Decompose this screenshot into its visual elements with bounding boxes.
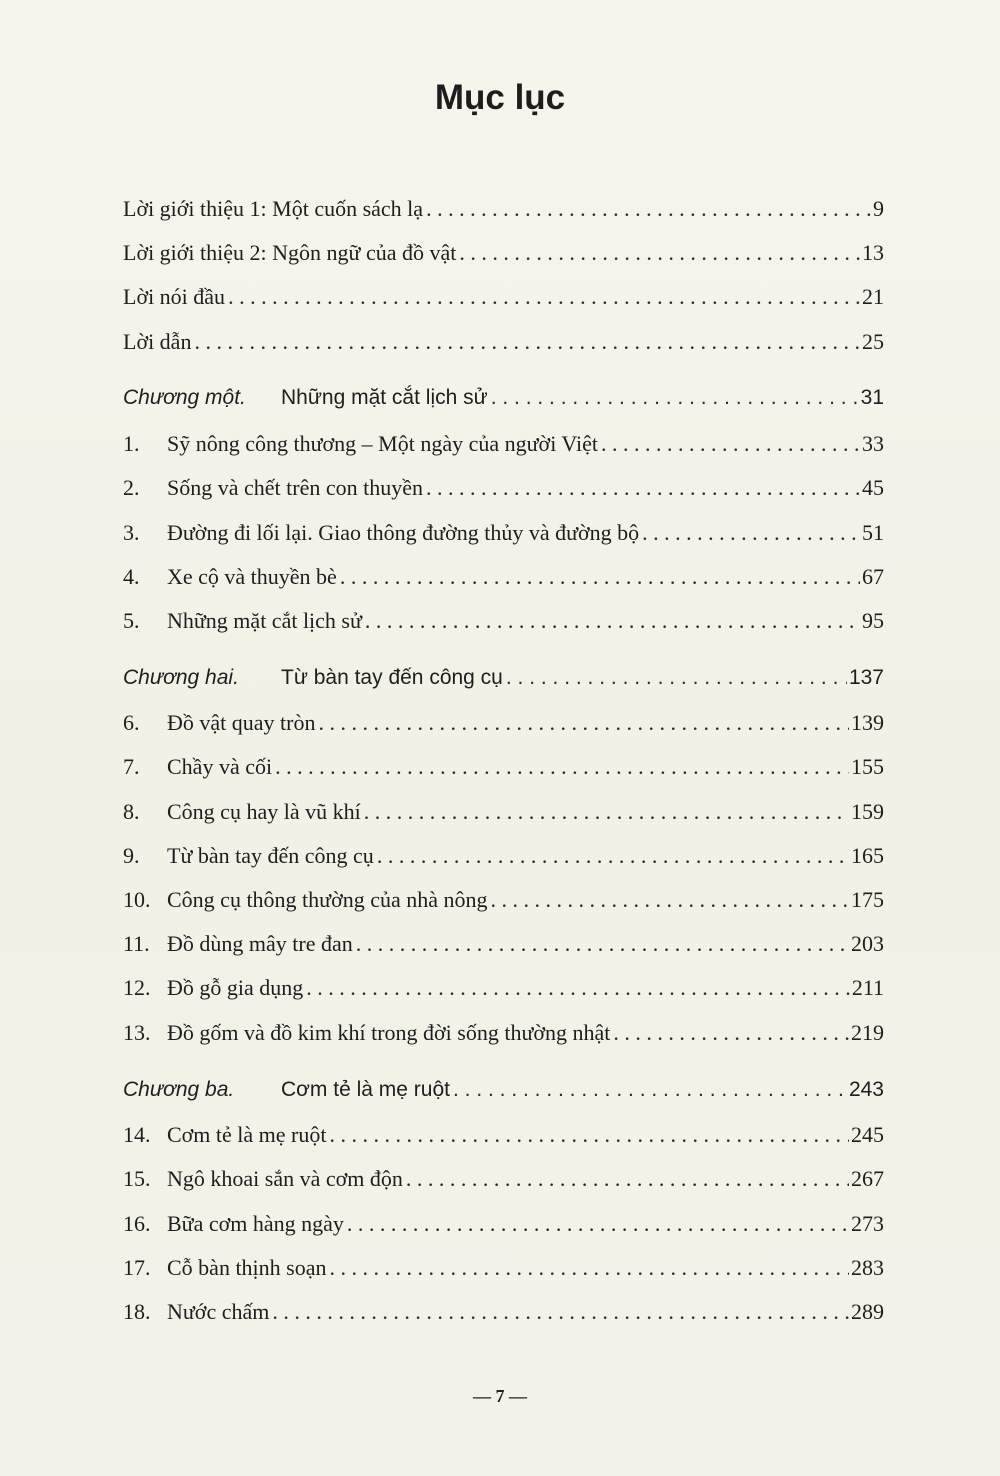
toc-entry-title: Cơm tẻ là mẹ ruột	[167, 1122, 327, 1147]
toc-chapter-heading	[123, 1078, 884, 1112]
toc-entry-title: Những mặt cắt lịch sử	[281, 386, 488, 409]
dot-leader	[426, 196, 871, 222]
toc-entry-title: Đồ vật quay tròn	[167, 710, 316, 735]
toc-entry-page: 175	[851, 887, 884, 912]
toc-entry-number: 17.	[123, 1255, 151, 1280]
dot-leader	[426, 475, 860, 501]
toc-entry-title: Lời dẫn	[123, 329, 192, 354]
toc-entry-number: 10.	[123, 887, 151, 912]
toc-entry-title: Bữa cơm hàng ngày	[167, 1211, 344, 1236]
toc-entry-number: 9.	[123, 843, 140, 868]
toc-entry	[123, 975, 884, 1009]
toc-entry	[123, 799, 884, 833]
dot-leader	[406, 1166, 849, 1192]
toc-entry-number: 14.	[123, 1122, 151, 1147]
toc-entry-title: Công cụ thông thường của nhà nông	[167, 887, 488, 912]
toc-entry-number: 2.	[123, 475, 140, 500]
toc-entry	[123, 284, 884, 318]
toc-entry-title: Từ bàn tay đến công cụ	[281, 666, 503, 689]
toc-entry-page: 67	[862, 564, 884, 589]
toc-entry	[123, 1122, 884, 1156]
toc-entry	[123, 475, 884, 509]
toc-entry-title: Ngô khoai sắn và cơm độn	[167, 1166, 403, 1191]
toc-entry-page: 155	[851, 754, 884, 779]
dot-leader	[330, 1122, 850, 1148]
dot-leader	[275, 754, 849, 780]
toc-entry-page: 21	[862, 284, 884, 309]
toc-entry-title: Những mặt cắt lịch sử	[167, 608, 362, 633]
toc-entry-page: 45	[862, 475, 884, 500]
toc-entry-title: Đồ dùng mây tre đan	[167, 931, 353, 956]
toc-entry	[123, 887, 884, 921]
toc-entry-title: Xe cộ và thuyền bè	[167, 564, 337, 589]
page-number: — 7 —	[473, 1386, 527, 1406]
dot-leader	[506, 666, 847, 690]
toc-entry	[123, 608, 884, 642]
dot-leader	[347, 1211, 849, 1237]
toc-entry-page: 25	[862, 329, 884, 354]
dot-leader	[364, 799, 849, 825]
toc-entry-number: 11.	[123, 931, 150, 956]
toc-entry-page: 203	[851, 931, 884, 956]
dot-leader	[365, 608, 860, 634]
toc-entry-page: 139	[851, 710, 884, 735]
dot-leader	[377, 843, 849, 869]
toc-entry-title: Chầy và cối	[167, 754, 273, 779]
toc-entry-number: 8.	[123, 799, 140, 824]
toc-entry-title: Lời nói đầu	[123, 284, 226, 309]
toc-entry-number: 5.	[123, 608, 140, 633]
toc-entry	[123, 754, 884, 788]
toc-entry-title: Đường đi lối lại. Giao thông đường thủy và đường bộ	[167, 520, 640, 545]
toc-entry-number: 4.	[123, 564, 140, 589]
toc-entry	[123, 431, 884, 465]
dot-leader	[491, 386, 859, 410]
toc-entry-page: 289	[851, 1299, 884, 1324]
toc-entry-page: 159	[851, 799, 884, 824]
toc-entry-page: 211	[851, 975, 884, 1000]
toc-entry	[123, 329, 884, 363]
toc-entry-number: 13.	[123, 1020, 151, 1045]
toc-entry-title: Từ bàn tay đến công cụ	[167, 843, 374, 868]
toc-entry-title: Lời giới thiệu 1: Một cuốn sách lạ	[123, 196, 424, 221]
dot-leader	[340, 564, 860, 590]
toc-entry-page: 243	[848, 1078, 884, 1101]
toc-entry-number: 1.	[123, 431, 140, 456]
dot-leader	[642, 520, 860, 546]
dot-leader	[228, 284, 860, 310]
dot-leader	[453, 1078, 847, 1102]
toc-entry-title: Cơm tẻ là mẹ ruột	[281, 1078, 450, 1101]
dot-leader	[491, 887, 849, 913]
toc-entry-number: 3.	[123, 520, 140, 545]
toc-entry	[123, 710, 884, 744]
dot-leader	[272, 1299, 849, 1325]
dot-leader	[318, 710, 849, 736]
toc-entry-page: 9	[873, 196, 884, 221]
toc-entry	[123, 1020, 884, 1054]
toc-entry-title: Cỗ bàn thịnh soạn	[167, 1255, 327, 1280]
toc-entry-title: Đồ gỗ gia dụng	[167, 975, 304, 1000]
toc-entry-page: 165	[851, 843, 884, 868]
toc-entry-title: Sỹ nông công thương – Một ngày của người Việt	[167, 431, 598, 456]
toc-chapter-label: Chương ba.	[123, 1078, 235, 1101]
toc-chapter-label: Chương hai.	[123, 666, 239, 689]
toc-chapter-heading	[123, 666, 884, 700]
toc-chapter-heading	[123, 386, 884, 420]
dot-leader	[306, 975, 850, 1001]
toc-entry-title: Đồ gốm và đồ kim khí trong đời sống thường nhật	[167, 1020, 611, 1045]
toc-entry-page: 95	[862, 608, 884, 633]
toc-entry-title: Lời giới thiệu 2: Ngôn ngữ của đồ vật	[123, 240, 457, 265]
toc-entry-page: 51	[862, 520, 884, 545]
toc-entry-number: 18.	[123, 1299, 151, 1324]
toc-entry-page: 31	[860, 386, 884, 409]
toc-entry-page: 219	[851, 1020, 884, 1045]
toc-entry	[123, 843, 884, 877]
toc-entry	[123, 520, 884, 554]
dot-leader	[356, 931, 849, 957]
toc-entry	[123, 931, 884, 965]
toc-entry-page: 137	[848, 666, 884, 689]
toc-entry-number: 7.	[123, 754, 140, 779]
toc-entry-number: 16.	[123, 1211, 151, 1236]
toc-entry	[123, 1166, 884, 1200]
toc-entry-number: 15.	[123, 1166, 151, 1191]
toc-entry-number: 12.	[123, 975, 151, 1000]
toc-entry-title: Công cụ hay là vũ khí	[167, 799, 361, 824]
page-title: Mục lục	[434, 78, 566, 117]
toc-entry	[123, 564, 884, 598]
toc-entry-title: Nước chấm	[167, 1299, 270, 1324]
toc-entry-page: 13	[862, 240, 884, 265]
toc-entry-page: 273	[851, 1211, 884, 1236]
toc-entry	[123, 1255, 884, 1289]
toc-entry-title: Sống và chết trên con thuyền	[167, 475, 423, 500]
dot-leader	[613, 1020, 849, 1046]
toc-entry-page: 283	[851, 1255, 884, 1280]
toc-entry-page: 33	[862, 431, 884, 456]
dot-leader	[601, 431, 860, 457]
toc-entry-page: 245	[851, 1122, 884, 1147]
toc-entry	[123, 196, 884, 230]
toc-entry	[123, 1299, 884, 1333]
toc-entry	[123, 240, 884, 274]
dot-leader	[330, 1255, 850, 1281]
toc-entry-number: 6.	[123, 710, 140, 735]
toc-entry-page: 267	[851, 1166, 884, 1191]
toc-chapter-label: Chương một.	[123, 386, 246, 409]
dot-leader	[459, 240, 860, 266]
dot-leader	[194, 329, 860, 355]
toc-entry	[123, 1211, 884, 1245]
